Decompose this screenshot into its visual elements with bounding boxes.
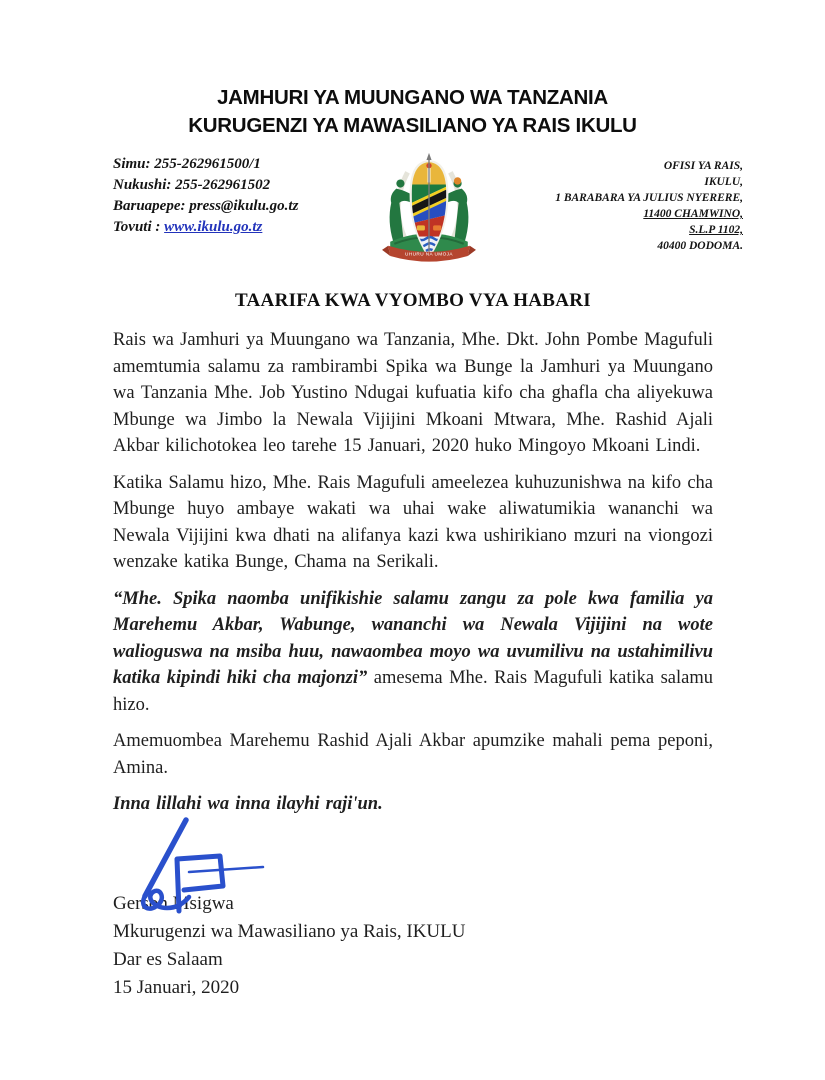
contact-block	[113, 154, 298, 238]
phone-label: Simu:	[113, 156, 151, 172]
address-line: OFISI YA RAIS,	[663, 160, 743, 172]
condolence-phrase: Inna lillahi wa inna ilayhi raji'un.	[113, 794, 383, 814]
signatory-city: Dar es Salaam	[113, 948, 223, 970]
email-label: Baruapepe:	[113, 198, 186, 214]
address-line: 1 BARABARA YA JULIUS NYERERE,	[555, 192, 743, 204]
email-row	[113, 196, 298, 217]
quote-paragraph	[113, 586, 713, 719]
letter-body	[113, 290, 713, 1002]
masthead	[0, 140, 825, 290]
signature-image	[128, 817, 270, 917]
website-link[interactable]: www.ikulu.go.tz	[164, 219, 263, 235]
signatory-title: Mkurugenzi wa Mawasiliano ya Rais, IKULU	[113, 920, 466, 942]
body-paragraph-2: Katika Salamu hizo, Mhe. Rais Magufuli ameelezea kuhuzunishwa na kifo cha Mbunge huyo ambaye wakati wa uhai wake aliwatumikia wananchi wa Newala Vijijini kwa dhati na alifanya kazi kwa ushirikiano mzuri na viongozi wenzake katika Bunge, Chama na Serikali.	[113, 472, 713, 572]
quote-text: “Mhe. Spika naomba unifikishie salamu zangu za pole kwa familia ya Marehemu Akbar, Wabunge, wananchi wa Newala Vijijini na wote walioguswa na msiba huu, nawaombea moyo wa uvumilivu na ustahimilivu katika kipindi hiki cha majonzi”	[113, 588, 713, 688]
org-name-line1: JAMHURI YA MUUNGANO WA TANZANIA	[217, 86, 608, 109]
website-label: Tovuti :	[113, 219, 161, 235]
org-name-line2: KURUGENZI YA MAWASILIANO YA RAIS IKULU	[188, 114, 637, 137]
address-line: S.L.P 1102,	[689, 224, 743, 236]
press-release-title: TAARIFA KWA VYOMBO VYA HABARI	[234, 290, 592, 311]
letterhead	[0, 0, 825, 140]
address-line: 11400 CHAMWINO,	[643, 208, 743, 220]
quote-attribution: amesema Mhe. Rais Magufuli katika salamu hizo.	[113, 668, 713, 715]
address-line: IKULU,	[704, 176, 743, 188]
body-paragraph-1: Rais wa Jamhuri ya Muungano wa Tanzania, Mhe. Dkt. John Pombe Magufuli amemtumia salamu za rambirambi Spika wa Bunge la Jamhuri ya Muungano wa Tanzania Mhe. Job Yustino Ndugai kufuatia kifo cha ghafla cha aliyekuwa Mbunge wa Jimbo la Newala Vijijini Mkoani Mtwara, Mhe. Rashid Ajali Akbar kilichotokea leo tarehe 15 Januari, 2020 huko Mingoyo Mkoani Lindi.	[113, 330, 713, 456]
fax-row	[113, 175, 298, 196]
fax-value: 255-262961502	[175, 177, 271, 193]
emblem-motto: UHURU NA UMOJA	[405, 251, 453, 257]
phone-row	[113, 154, 298, 175]
body-paragraph-4: Amemuombea Marehemu Rashid Ajali Akbar apumzike mahali pema peponi, Amina.	[113, 731, 713, 778]
signature-date: 15 Januari, 2020	[113, 976, 240, 998]
phone-value: 255-262961500/1	[154, 156, 261, 172]
fax-label: Nukushi:	[113, 177, 172, 193]
coat-of-arms-emblem	[380, 148, 478, 266]
email-value: press@ikulu.go.tz	[189, 198, 299, 214]
office-address-block	[555, 158, 743, 254]
signatory-name: Gerson Msigwa	[113, 892, 234, 914]
address-line: 40400 DODOMA.	[657, 240, 743, 252]
website-row	[113, 217, 298, 238]
signature-block	[113, 890, 713, 1002]
